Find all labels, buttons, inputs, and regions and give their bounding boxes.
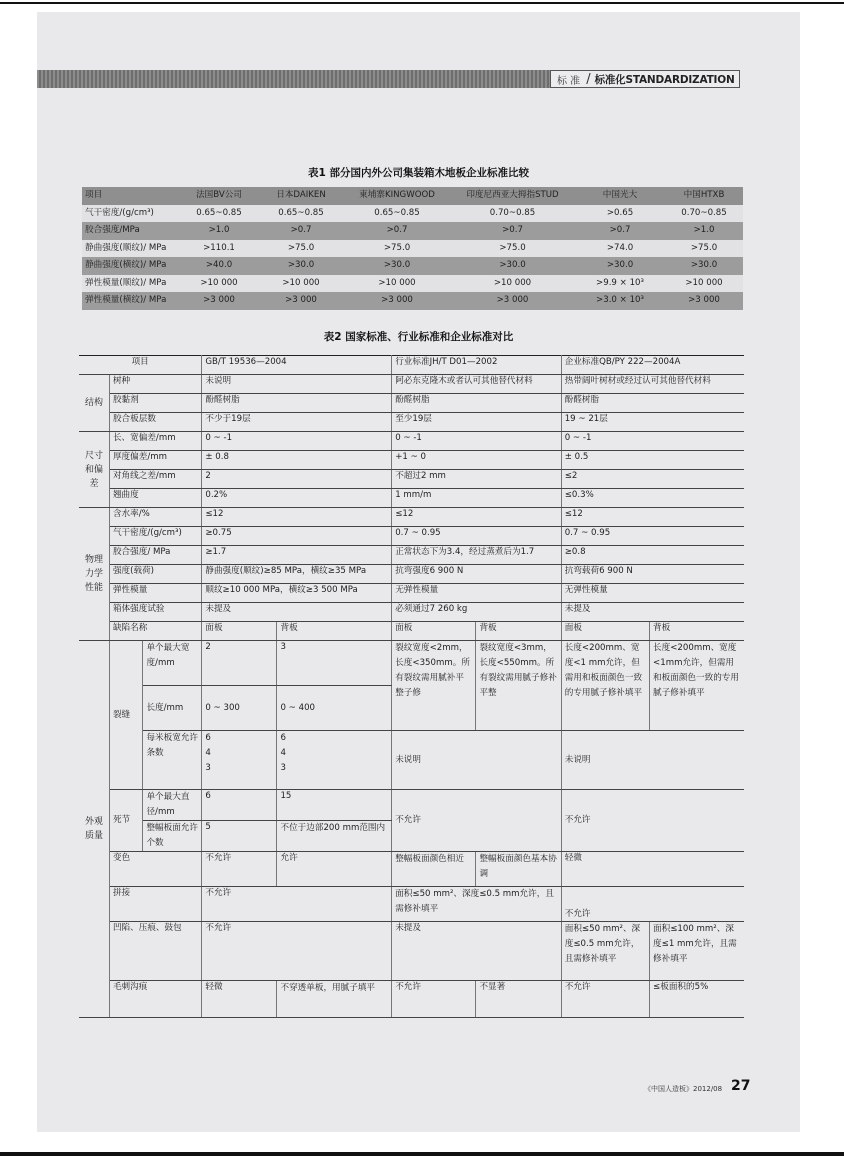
- table1-header-row: [82, 187, 743, 205]
- t2-cell: 2: [202, 641, 277, 686]
- t1-cell: >0.7: [450, 222, 575, 240]
- t2-cell: ≥1.7: [202, 546, 392, 565]
- table1: [82, 187, 743, 310]
- t2-cell: ≤0.3%: [561, 489, 744, 508]
- t2-cell: 未说明: [561, 731, 744, 790]
- t1-col-head: 東埔寨KINGWOOD: [344, 187, 450, 205]
- t1-cell: >3 000: [344, 292, 450, 310]
- t1-cell: 0.65~0.85: [258, 205, 344, 223]
- t2-cell: 不少于19层: [202, 413, 392, 432]
- t2-head-qy: 企业标准QB/PY 222—2004A: [561, 356, 744, 375]
- t2-cell: 对角线之差/mm: [109, 470, 201, 489]
- t2-cell: 轻微: [202, 981, 277, 1018]
- table-row: [79, 413, 744, 432]
- t2-cell: 不超过2 mm: [392, 470, 562, 489]
- t2-cell: 19 ~ 21层: [561, 413, 744, 432]
- table-row: [79, 356, 744, 375]
- t2-cell: 酚醛树脂: [561, 394, 744, 413]
- t2-cell: +1 ~ 0: [392, 451, 562, 470]
- t1-cell: >0.7: [258, 222, 344, 240]
- t1-cell: >30.0: [258, 257, 344, 275]
- t2-cell: 0 ~ 400: [277, 686, 392, 731]
- t2-cell: 5: [202, 821, 277, 852]
- t1-cell: >3 000: [665, 292, 743, 310]
- t1-cell: >10 000: [344, 275, 450, 293]
- table-row: [79, 584, 744, 603]
- t2-cell: ± 0.5: [561, 451, 744, 470]
- table-row: [79, 641, 744, 686]
- t2-cell: 箱体强度试验: [109, 603, 201, 622]
- t2-cell: 不允许: [202, 887, 392, 922]
- t1-cell: 静曲强度(横纹)/ MPa: [82, 257, 180, 275]
- t2-head-gb: GB/T 19536—2004: [202, 356, 392, 375]
- header-title: 标准化STANDARDIZATION: [594, 73, 735, 86]
- t2-cell: 6: [202, 790, 277, 821]
- t2-cell: 弹性模量: [109, 584, 201, 603]
- t2-cell: 凹陷、压痕、鼓包: [109, 922, 201, 981]
- t2-cell: 酚醛树脂: [392, 394, 562, 413]
- t2-cell: 热带阔叶树材或经过认可其他替代材料: [561, 375, 744, 394]
- t2-cell: 不位于边部200 mm范围内: [277, 821, 392, 852]
- t2-cell: 酚醛树脂: [202, 394, 392, 413]
- t2-cell: 裂纹宽度<3mm，长度<550mm。所有裂纹需用腻子修补平整: [476, 641, 561, 731]
- t2-cell: 拼接: [109, 887, 201, 922]
- t2-cell: 胶合强度/ MPa: [109, 546, 201, 565]
- t1-col-head: 印度尼西亚大拇指STUD: [450, 187, 575, 205]
- t2-cell: 变色: [109, 852, 201, 887]
- t2-cell: 整幅板面颜色基本协调: [476, 852, 561, 887]
- t1-cell: >10 000: [258, 275, 344, 293]
- t1-cell: 胶合强度/MPa: [82, 222, 180, 240]
- t2-cell: ≤12: [392, 508, 562, 527]
- t2-cell: 1 mm/m: [392, 489, 562, 508]
- t2-cell: 0 ~ 300: [202, 686, 277, 731]
- t2-cell: 2: [202, 470, 392, 489]
- t2-cell: 正常状态下为3.4，经过蒸煮后为1.7: [392, 546, 562, 565]
- t2-knot-label: 死节: [109, 790, 143, 852]
- t1-cell: >9.9 × 10³: [575, 275, 665, 293]
- t1-cell: 弹性模量(顺纹)/ MPa: [82, 275, 180, 293]
- t2-cell: 0.7 ~ 0.95: [561, 527, 744, 546]
- t1-cell: >10 000: [450, 275, 575, 293]
- t1-cell: >0.7: [575, 222, 665, 240]
- t2-cell: 未说明: [392, 731, 562, 790]
- table-row: [79, 565, 744, 584]
- t2-cell: 强度(载荷): [109, 565, 201, 584]
- group-label-appearance: 外观质量: [79, 641, 109, 1018]
- t2-cell: 长度/mm: [143, 686, 202, 731]
- t2-cell: 毛刺沟痕: [109, 981, 201, 1018]
- header-slash: /: [586, 71, 591, 87]
- t2-cell: 0.2%: [202, 489, 392, 508]
- t2-cell: 整幅板面允许个数: [143, 821, 202, 852]
- t2-cell: 气干密度/(g/cm³): [109, 527, 201, 546]
- t1-cell: >0.7: [344, 222, 450, 240]
- t2-cell: 不穿透单板，用腻子填平: [277, 981, 392, 1018]
- t1-cell: >40.0: [180, 257, 258, 275]
- t1-cell: >75.0: [665, 240, 743, 258]
- table-row: [79, 887, 744, 922]
- header-section: 标 准: [557, 75, 581, 87]
- t1-col-head: 法国BV公司: [180, 187, 258, 205]
- t2-cell: ≤12: [561, 508, 744, 527]
- t2-cell: ≤板面积的5%: [650, 981, 744, 1018]
- t1-cell: 0.65~0.85: [180, 205, 258, 223]
- t2-cell: 0.7 ~ 0.95: [392, 527, 562, 546]
- t2-cell: 含水率/%: [109, 508, 201, 527]
- t2-cell: 6 4 3: [277, 731, 392, 790]
- t2-cell: 0 ~ -1: [202, 432, 392, 451]
- t2-cell: 不允许: [392, 790, 562, 852]
- t1-cell: >3 000: [450, 292, 575, 310]
- t2-cell: 不允许: [392, 981, 476, 1018]
- t1-cell: >30.0: [450, 257, 575, 275]
- t1-cell: 0.70~0.85: [450, 205, 575, 223]
- t2-cell: 胶合板层数: [109, 413, 201, 432]
- t2-crack-label: 裂缝: [109, 641, 143, 790]
- t2-cell: 不允许: [202, 852, 277, 887]
- t1-col-head: 项目: [82, 187, 180, 205]
- t2-cell: 不允许: [561, 981, 649, 1018]
- group-label-physical: 物理力学性能: [79, 508, 109, 641]
- t1-cell: >75.0: [258, 240, 344, 258]
- t2-cell: 面积≤50 mm²、深度≤0.5 mm允许，且需修补填平: [392, 887, 562, 922]
- table-row: [79, 508, 744, 527]
- table-row: [79, 852, 744, 887]
- t2-cell: 3: [277, 641, 392, 686]
- t2-cell: 背板: [277, 622, 392, 641]
- t2-cell: 无弹性模量: [392, 584, 562, 603]
- t2-cell: 无弹性模量: [561, 584, 744, 603]
- t2-cell: 裂纹宽度<2mm，长度<350mm。所有裂纹需用腻补平整子修: [392, 641, 476, 731]
- t2-cell: 阿必东克隆木或者认可其他替代材料: [392, 375, 562, 394]
- t2-cell: 整幅板面颜色相近: [392, 852, 476, 887]
- t2-cell: 未说明: [202, 375, 392, 394]
- t2-cell: 翘曲度: [109, 489, 201, 508]
- t2-cell: 不显著: [476, 981, 561, 1018]
- t2-cell: 厚度偏差/mm: [109, 451, 201, 470]
- t1-cell: 0.65~0.85: [344, 205, 450, 223]
- t2-cell: 长度<200mm、宽度<1 mm允许，但需用和板面颜色一致的专用腻子修补填平: [561, 641, 649, 731]
- group-label-dimension: 尺寸和偏差: [79, 432, 109, 508]
- t1-col-head: 中国HTXB: [665, 187, 743, 205]
- t1-cell: >0.65: [575, 205, 665, 223]
- t2-cell: 6 4 3: [202, 731, 277, 790]
- t2-defect-name: 缺陷名称: [109, 622, 201, 641]
- table-row: [82, 240, 743, 258]
- t2-cell: 胶黏剂: [109, 394, 201, 413]
- table-row: [79, 394, 744, 413]
- table-row: [79, 375, 744, 394]
- t1-cell: 气干密度/(g/cm³): [82, 205, 180, 223]
- t2-cell: 面积≤50 mm²、深度≤0.5 mm允许，且需修补填平: [561, 922, 649, 981]
- t2-cell: 单个最大宽度/mm: [143, 641, 202, 686]
- t2-cell: 面板: [392, 622, 476, 641]
- journal-footer: 《中国人造板》2012/08: [644, 1085, 723, 1093]
- t2-cell: 抗弯载荷6 900 N: [561, 565, 744, 584]
- t2-cell: ≤12: [202, 508, 392, 527]
- table-row: [79, 981, 744, 1018]
- page-number: 27: [731, 1078, 751, 1094]
- t2-cell: 静曲强度(顺纹)≥85 MPa，横纹≥35 MPa: [202, 565, 392, 584]
- t2-cell: 背板: [650, 622, 744, 641]
- t1-cell: >10 000: [665, 275, 743, 293]
- t2-cell: ≥0.8: [561, 546, 744, 565]
- t1-cell: >3.0 × 10³: [575, 292, 665, 310]
- t1-col-head: 中国光大: [575, 187, 665, 205]
- t1-cell: >110.1: [180, 240, 258, 258]
- t2-cell: 面板: [202, 622, 277, 641]
- t2-cell: 未提及: [202, 603, 392, 622]
- t2-cell: 背板: [476, 622, 561, 641]
- t2-cell: 长度<200mm、宽度<1mm允许，但需用和板面颜色一致的专用腻子修补填平: [650, 641, 744, 731]
- table2-caption: 表2 国家标准、行业标准和企业标准对比: [323, 331, 514, 343]
- t2-cell: 未提及: [561, 603, 744, 622]
- t2-cell: 允许: [277, 852, 392, 887]
- t2-cell: 不允许: [561, 887, 744, 922]
- table-row: [79, 470, 744, 489]
- t2-cell: 长、宽偏差/mm: [109, 432, 201, 451]
- t2-cell: 至少19层: [392, 413, 562, 432]
- t2-cell: 单个最大直径/mm: [143, 790, 202, 821]
- scanned-page: [37, 12, 800, 1132]
- t1-cell: >1.0: [180, 222, 258, 240]
- t2-head-hy: 行业标准JH/T D01—2002: [392, 356, 562, 375]
- t2-cell: 0 ~ -1: [392, 432, 562, 451]
- table-row: [82, 257, 743, 275]
- table-row: [79, 603, 744, 622]
- table-row: [82, 222, 743, 240]
- t1-col-head: 日本DAIKEN: [258, 187, 344, 205]
- table-row: [79, 790, 744, 821]
- t2-cell: 每米板宽允许条数: [143, 731, 202, 790]
- t2-cell: 树种: [109, 375, 201, 394]
- t1-cell: >1.0: [665, 222, 743, 240]
- t2-cell: ≥0.75: [202, 527, 392, 546]
- t2-cell: 不允许: [561, 790, 744, 852]
- running-header: [550, 70, 740, 88]
- t1-cell: 静曲强度(顺纹)/ MPa: [82, 240, 180, 258]
- t2-cell: 15: [277, 790, 392, 821]
- t1-cell: >10 000: [180, 275, 258, 293]
- table2: [79, 355, 744, 1018]
- t1-cell: >3 000: [258, 292, 344, 310]
- t2-cell: 顺纹≥10 000 MPa，横纹≥3 500 MPa: [202, 584, 392, 603]
- group-label-structure: 结构: [79, 375, 109, 432]
- t1-cell: >75.0: [450, 240, 575, 258]
- table-row: [79, 731, 744, 790]
- t2-cell: 抗弯强度6 900 N: [392, 565, 562, 584]
- t2-cell: ± 0.8: [202, 451, 392, 470]
- table-row: [79, 451, 744, 470]
- t2-cell: 面板: [561, 622, 649, 641]
- t1-cell: 弹性模量(横纹)/ MPa: [82, 292, 180, 310]
- t2-cell: 轻微: [561, 852, 744, 887]
- t2-cell: ≤2: [561, 470, 744, 489]
- t1-cell: >30.0: [344, 257, 450, 275]
- table-row: [79, 527, 744, 546]
- table-row: [79, 489, 744, 508]
- t2-cell: 面积≤100 mm²、深度≤1 mm允许，且需修补填平: [650, 922, 744, 981]
- table1-caption: 表1 部分国内外公司集装箱木地板企业标准比较: [308, 167, 529, 179]
- t2-head-item: 项目: [79, 356, 202, 375]
- t1-cell: >75.0: [344, 240, 450, 258]
- table-row: [82, 275, 743, 293]
- t2-cell: 不允许: [202, 922, 392, 981]
- table-row: [79, 432, 744, 451]
- t2-cell: 0 ~ -1: [561, 432, 744, 451]
- t2-cell: 未提及: [392, 922, 562, 981]
- bottom-rule: [0, 1152, 844, 1156]
- table-row: [79, 922, 744, 981]
- table-row: [79, 622, 744, 641]
- t1-cell: >74.0: [575, 240, 665, 258]
- t1-cell: >30.0: [665, 257, 743, 275]
- t1-cell: 0.70~0.85: [665, 205, 743, 223]
- t1-cell: >30.0: [575, 257, 665, 275]
- top-rule: [0, 2, 844, 4]
- t1-cell: >3 000: [180, 292, 258, 310]
- table-row: [82, 205, 743, 223]
- t2-cell: 必须通过7 260 kg: [392, 603, 562, 622]
- table-row: [79, 546, 744, 565]
- table-row: [82, 292, 743, 310]
